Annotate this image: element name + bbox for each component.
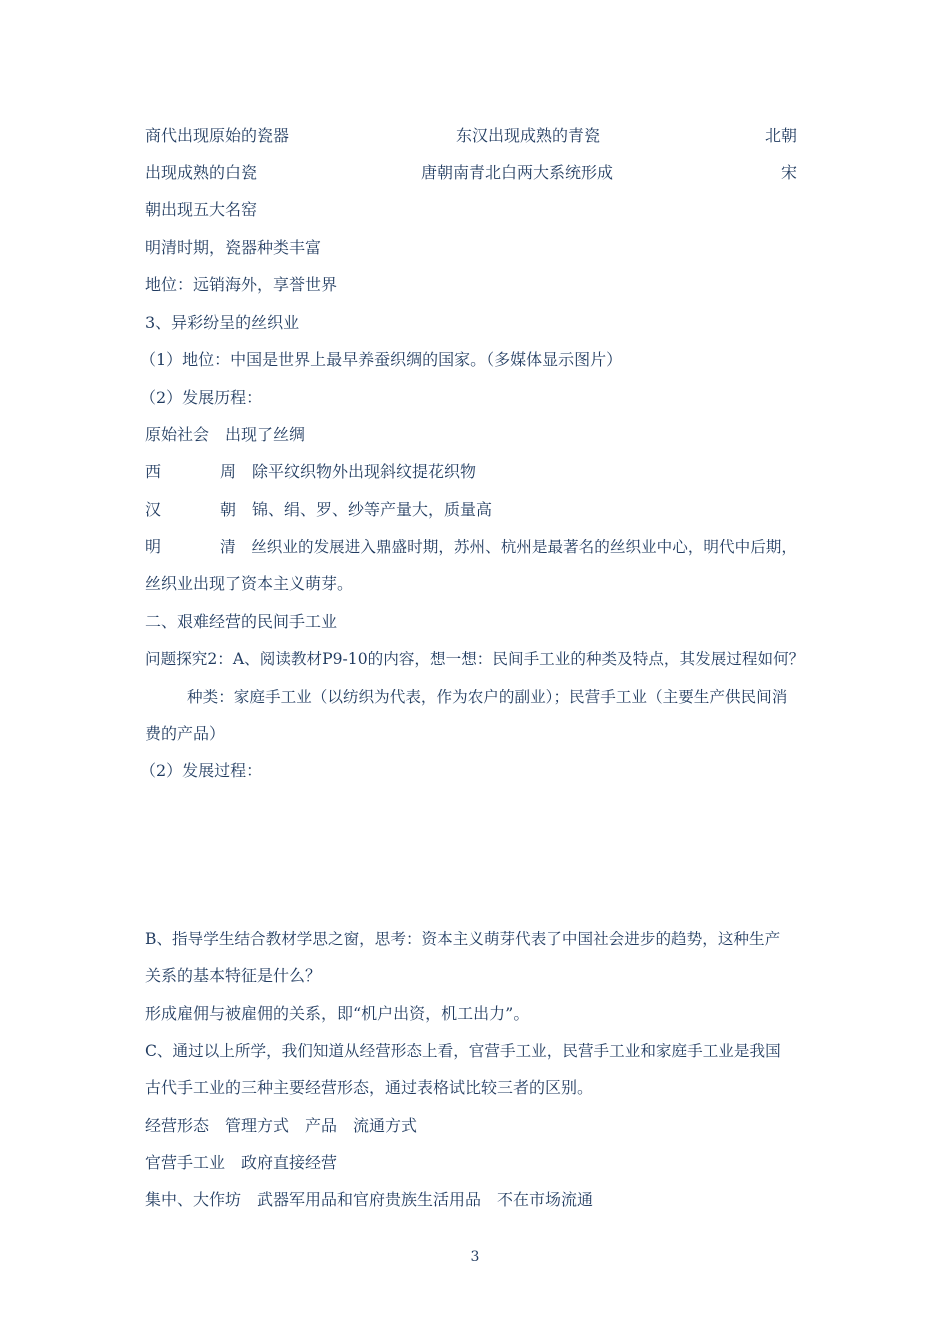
text-line: 明清时期，瓷器种类丰富: [145, 238, 322, 257]
text-line: C、通过以上所学，我们知道从经营形态上看，官营手工业，民营手工业和家庭手工业是我国: [145, 1042, 781, 1060]
text-line: 经营形态 管理方式 产品 流通方式: [145, 1116, 418, 1135]
text-line: B、指导学生结合教材学思之窗，思考：资本主义萌芽代表了中国社会进步的趋势，这种生产: [145, 930, 781, 948]
text-line: 明: [145, 537, 162, 556]
text-line: 费的产品）: [145, 724, 226, 743]
text-line: 地位：远销海外，享誉世界: [145, 275, 338, 294]
text-line: 朝出现五大名窑: [145, 200, 258, 219]
text-line: 西: [145, 462, 162, 481]
text-line: 唐朝南青北白两大系统形成: [421, 163, 614, 182]
text-line: 集中、大作坊 武器军用品和官府贵族生活用品 不在市场流通: [145, 1190, 594, 1209]
text-line: 关系的基本特征是什么？: [145, 966, 322, 985]
text-line: 古代手工业的三种主要经营形态，通过表格试比较三者的区别。: [145, 1078, 594, 1097]
section-heading: 3、异彩纷呈的丝织业: [145, 313, 300, 332]
text-line: 种类：家庭手工业（以纺织为代表，作为农户的副业）；民营手工业（主要生产供民间消: [187, 688, 788, 706]
text-line: 宋: [781, 163, 798, 182]
text-line: 原始社会 出现了丝绸: [145, 425, 306, 444]
text-line: 朝 锦、绢、罗、纱等产量大，质量高: [220, 500, 493, 519]
text-line: （2）发展过程：: [140, 761, 263, 780]
text-line: 商代出现原始的瓷器: [145, 126, 290, 145]
text-line: 形成雇佣与被雇佣的关系，即“机户出资，机工出力”。: [145, 1004, 530, 1023]
text-line: 出现成熟的白瓷: [145, 163, 258, 182]
text-line: （1）地位：中国是世界上最早养蚕织绸的国家。（多媒体显示图片）: [140, 350, 623, 369]
text-line: 汉: [145, 500, 162, 519]
text-line: 北朝: [765, 126, 798, 145]
text-line: 东汉出现成熟的青瓷: [456, 126, 601, 145]
section-heading: 二、艰难经营的民间手工业: [145, 612, 338, 631]
page-number: 3: [470, 1249, 480, 1265]
text-line: 清 丝织业的发展进入鼎盛时期，苏州、杭州是最著名的丝织业中心，明代中后期，: [220, 538, 797, 556]
text-line: 问题探究2：A、阅读教材P9-10的内容，想一想：民间手工业的种类及特点，其发展过程如何？: [145, 650, 805, 668]
text-line: 官营手工业 政府直接经营: [145, 1153, 338, 1172]
text-line: 丝织业出现了资本主义萌芽。: [145, 574, 354, 593]
text-line: （2）发展历程：: [140, 388, 263, 407]
text-line: 周 除平纹织物外出现斜纹提花织物: [220, 462, 477, 481]
